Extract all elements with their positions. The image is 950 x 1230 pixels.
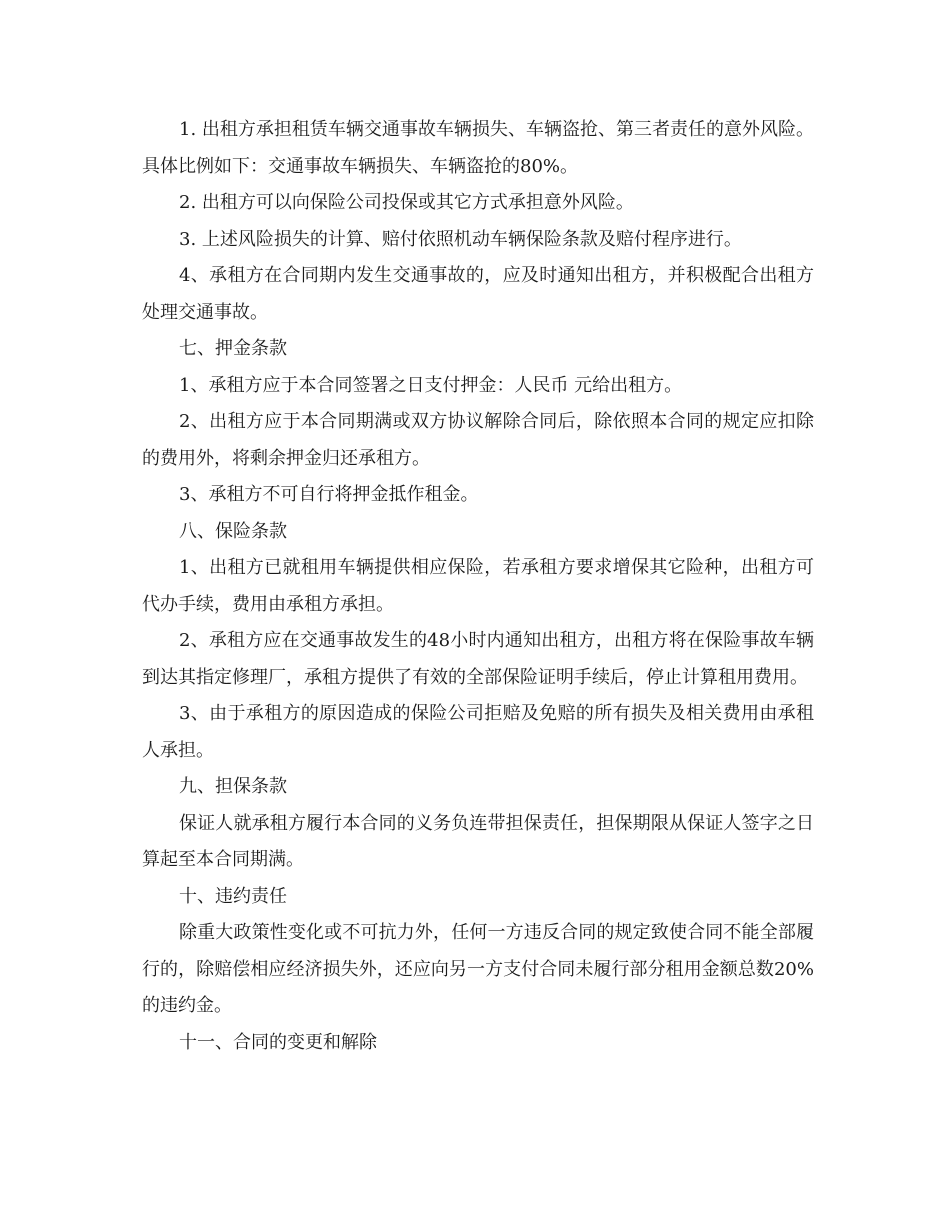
document-body <box>142 112 814 1061</box>
clause-deposit-1: 1、承租方应于本合同签署之日支付押金：人民币 元给出租方。 <box>179 374 683 396</box>
clause-breach: 除重大政策性变化或不可抗力外，任何一方违反合同的规定致使合同不能全部履行的，除赔偿相应经济损失外，还应向另一方支付合同未履行部分租用金额总数20%的违约金。 <box>142 922 814 1016</box>
clause-guarantee: 保证人就承租方履行本合同的义务负连带担保责任，担保期限从保证人签字之日算起至本合同期满。 <box>142 812 814 870</box>
section-9-heading: 九、担保条款 <box>179 776 287 797</box>
clause-risk-3: 3. 上述风险损失的计算、赔付依照机动车辆保险条款及赔付程序进行。 <box>179 228 742 250</box>
section-10-heading: 十、违约责任 <box>179 885 287 907</box>
clause-deposit-3: 3、承租方不可自行将押金抵作租金。 <box>179 484 479 505</box>
section-8-heading: 八、保险条款 <box>179 520 287 542</box>
clause-risk-1: 1. 出租方承担租赁车辆交通事故车辆损失、车辆盗抢、第三者责任的意外风险。具体比例如下：交通事故车辆损失、车辆盗抢的80%。 <box>142 119 814 177</box>
section-11-heading: 十一、合同的变更和解除 <box>179 1031 377 1053</box>
clause-insurance-1: 1、出租方已就租用车辆提供相应保险，若承租方要求增保其它险种，出租方可代办手续，费用由承租方承担。 <box>142 557 814 615</box>
clause-insurance-3: 3、由于承租方的原因造成的保险公司拒赔及免赔的所有损失及相关费用由承租人承担。 <box>142 703 814 761</box>
clause-risk-4: 4、承租方在合同期内发生交通事故的，应及时通知出租方，并积极配合出租方处理交通事故。 <box>142 265 814 323</box>
section-7-heading: 七、押金条款 <box>179 338 287 359</box>
clause-risk-2: 2. 出租方可以向保险公司投保或其它方式承担意外风险。 <box>179 192 634 213</box>
clause-insurance-2: 2、承租方应在交通事故发生的48小时内通知出租方，出租方将在保险事故车辆到达其指定修理厂，承租方提供了有效的全部保险证明手续后，停止计算租用费用。 <box>142 630 814 688</box>
clause-deposit-2: 2、出租方应于本合同期满或双方协议解除合同后，除依照本合同的规定应扣除的费用外，将剩余押金归还承租方。 <box>142 411 814 469</box>
